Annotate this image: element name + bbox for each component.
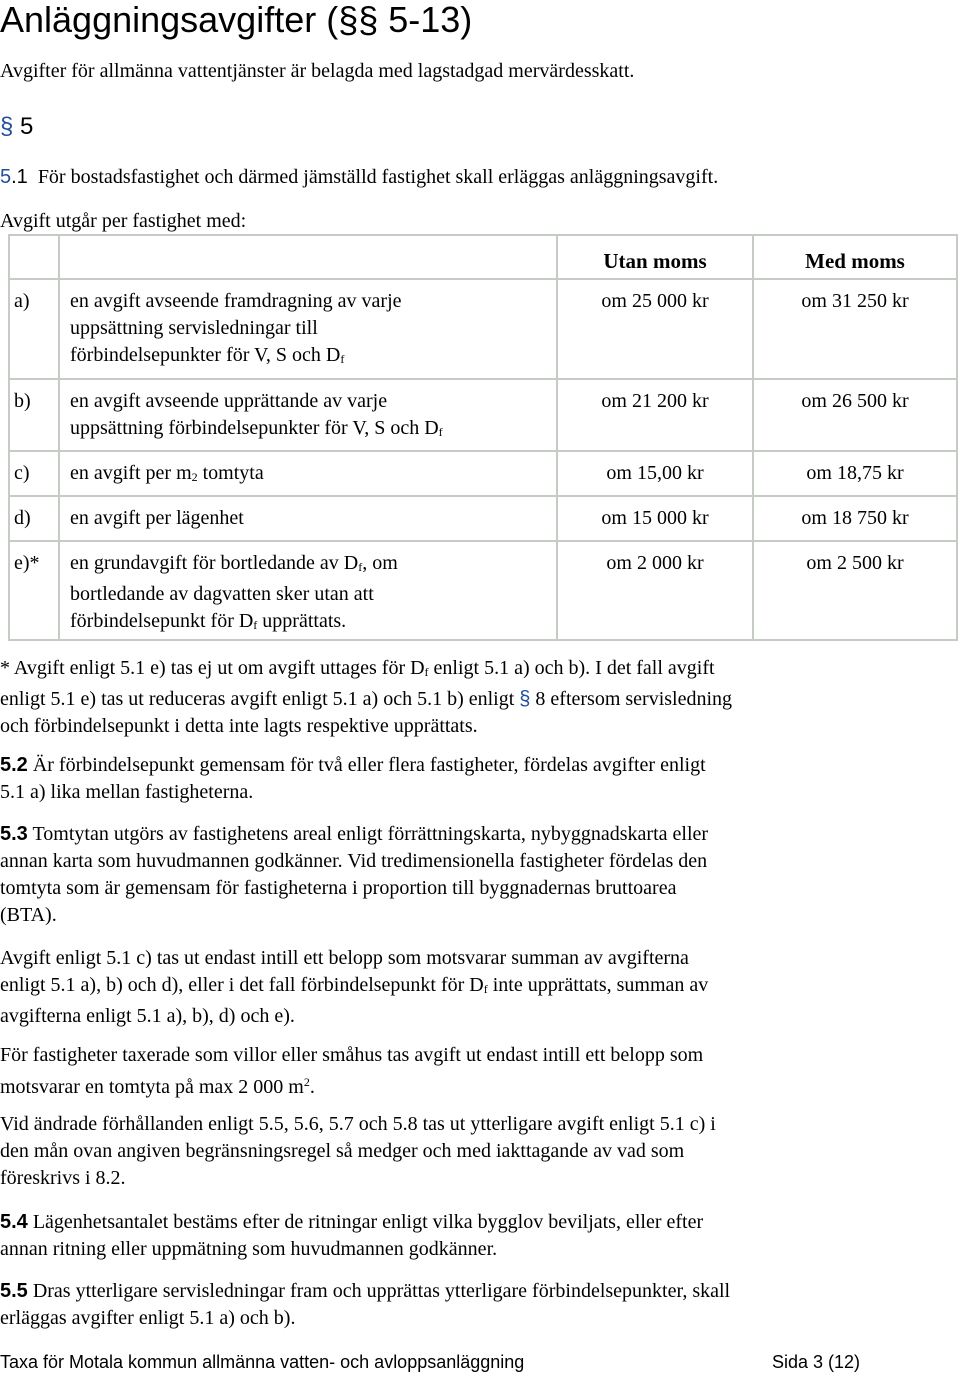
paragraph-number: 5.3 (0, 823, 28, 845)
footnote (0, 655, 732, 740)
price-with-vat: om 2 500 kr (753, 541, 957, 640)
paragraph-line: enligt 5.1 a), b) och d), eller i det fall förbindelsepunkt för D (0, 974, 484, 996)
paragraph-text: För bostadsfastighet och därmed jämställd fastighet skall erläggas anläggningsavgift. (37, 166, 719, 188)
paragraph-number-suffix: .1 (11, 166, 28, 188)
paragraph-line: Tomtytan utgörs av fastighetens areal enligt förrättningskarta, nybyggnadskarta eller (27, 823, 709, 845)
desc-line: förbindelsepunkt för D (70, 610, 254, 632)
paragraph-line: Vid ändrade förhållanden enligt 5.5, 5.6, 5.7 och 5.8 tas ut ytterligare avgift enligt 5.1 c) i (0, 1113, 716, 1135)
row-description (59, 379, 557, 451)
row-letter: e)* (9, 541, 59, 640)
desc-line: en grundavgift för bortledande av D (70, 552, 359, 574)
desc-line: en avgift avseende framdragning av varje (70, 290, 402, 312)
paragraph-line: annan ritning eller uppmätning som huvudmannen godkänner. (0, 1238, 498, 1260)
row-description (59, 451, 557, 496)
subscript: f (340, 352, 345, 366)
paragraph-line: motsvarar en tomtyta på max 2 000 m (0, 1076, 304, 1098)
desc-line: bortledande av dagvatten sker utan att (70, 583, 374, 605)
page-footer (0, 1352, 860, 1373)
row-description (59, 279, 557, 379)
paragraph-number: 5.5 (0, 1280, 28, 1302)
table-row (9, 541, 957, 640)
paragraph-number: 5.4 (0, 1211, 28, 1233)
paragraph-line: den mån ovan angiven begränsningsregel så medger och med iakttagande av vad som (0, 1140, 685, 1162)
header-empty-cell (9, 235, 59, 279)
paragraph-5-4 (0, 1209, 703, 1263)
footer-document-title: Taxa för Motala kommun allmänna vatten- och avloppsanläggning (0, 1352, 525, 1372)
paragraph-line: Dras ytterligare servisledningar fram och upprättas ytterligare förbindelsepunkter, skall (27, 1280, 731, 1302)
subscript: f (438, 425, 443, 439)
row-letter: d) (9, 496, 59, 541)
paragraph-symbol: § (519, 688, 531, 710)
price-with-vat: om 31 250 kr (753, 279, 957, 379)
section-number: 5 (20, 113, 34, 140)
paragraph-line: Avgift enligt 5.1 c) tas ut endast intill ett belopp som motsvarar summan av avgifterna (0, 947, 689, 969)
paragraph-line: annan karta som huvudmannen godkänner. Vid tredimensionella fastigheter fördelas den (0, 850, 708, 872)
subscript: f (253, 618, 258, 632)
desc-line: uppsättning servisledningar till (70, 317, 318, 339)
footnote-line: 8 eftersom servisledning (530, 688, 733, 710)
column-header-utan-moms: Utan moms (557, 235, 753, 279)
paragraph-line: tomtyta som är gemensam för fastigheterna i proportion till byggnadernas bruttoarea (0, 877, 677, 899)
paragraph-line: avgifterna enligt 5.1 a), b), d) och e). (0, 1005, 295, 1027)
paragraph-symbol: § (0, 113, 14, 140)
column-header-med-moms: Med moms (753, 235, 957, 279)
desc-line: upprättats. (257, 610, 347, 632)
price-without-vat: om 2 000 kr (557, 541, 753, 640)
desc-line: en avgift per lägenhet (70, 507, 244, 529)
paragraph-line: inte upprättats, summan av (487, 974, 709, 996)
price-with-vat: om 26 500 kr (753, 379, 957, 451)
price-without-vat: om 15 000 kr (557, 496, 753, 541)
desc-line: en avgift avseende upprättande av varje (70, 390, 388, 412)
footnote-line: enligt 5.1 a) och b). I det fall avgift (428, 657, 715, 679)
footer-page-number: Sida 3 (12) (771, 1352, 860, 1372)
desc-line: , om (362, 552, 398, 574)
desc-line: förbindelsepunkter för V, S och D (70, 344, 341, 366)
paragraph-line: (BTA). (0, 904, 57, 926)
desc-line: uppsättning förbindelsepunkter för V, S och D (70, 417, 439, 439)
footnote-line: enligt 5.1 e) tas ut reduceras avgift enligt 5.1 a) och 5.1 b) enligt (0, 688, 520, 710)
header-empty-cell (59, 235, 557, 279)
row-letter: b) (9, 379, 59, 451)
paragraph-5-3-avgift (0, 945, 708, 1030)
paragraph-line: 5.1 a) lika mellan fastigheterna. (0, 781, 254, 803)
price-with-vat: om 18,75 kr (753, 451, 957, 496)
paragraph-5-1 (0, 166, 718, 189)
superscript: 2 (303, 1075, 310, 1089)
paragraph-5-3-andrade (0, 1111, 716, 1192)
row-description (59, 496, 557, 541)
per-fastighet-text: Avgift utgår per fastighet med: (0, 210, 247, 232)
paragraph-line: Är förbindelsepunkt gemensam för två eller flera fastigheter, fördelas avgifter enligt (27, 754, 706, 776)
page-title: Anläggningsavgifter (§§ 5-13) (0, 0, 473, 40)
table-row (9, 496, 957, 541)
paragraph-5-2 (0, 752, 706, 806)
paragraph-line: . (309, 1076, 315, 1098)
subscript: 2 (191, 470, 198, 484)
paragraph-5-3 (0, 821, 708, 929)
row-letter: c) (9, 451, 59, 496)
footnote-line: och förbindelsepunkt i detta inte lagts respektive upprättats. (0, 715, 478, 737)
subscript: f (358, 560, 363, 574)
price-without-vat: om 21 200 kr (557, 379, 753, 451)
paragraph-5-5 (0, 1278, 730, 1332)
paragraph-line: föreskrivs i 8.2. (0, 1167, 126, 1189)
fee-table (8, 234, 958, 641)
paragraph-line: För fastigheter taxerade som villor eller småhus tas avgift ut endast intill ett belopp som (0, 1044, 704, 1066)
price-without-vat: om 15,00 kr (557, 451, 753, 496)
intro-text: Avgifter för allmänna vattentjänster är belagda med lagstadgad mervärdesskatt. (0, 60, 635, 82)
row-letter: a) (9, 279, 59, 379)
price-without-vat: om 25 000 kr (557, 279, 753, 379)
subscript: f (424, 665, 429, 679)
price-with-vat: om 18 750 kr (753, 496, 957, 541)
paragraph-number-5: 5 (0, 166, 12, 188)
table-row (9, 451, 957, 496)
table-row (9, 279, 957, 379)
paragraph-line: erläggas avgifter enligt 5.1 a) och b). (0, 1307, 296, 1329)
row-description (59, 541, 557, 640)
paragraph-line: Lägenhetsantalet bestäms efter de ritningar enligt vilka bygglov beviljats, eller efter (27, 1211, 704, 1233)
section-heading (0, 112, 33, 142)
table-row (9, 379, 957, 451)
paragraph-5-3-villor (0, 1042, 703, 1101)
desc-line: en avgift per m (70, 462, 192, 484)
desc-line: tomtyta (197, 462, 264, 484)
subscript: f (483, 982, 488, 996)
footnote-line: * Avgift enligt 5.1 e) tas ej ut om avgift uttages för D (0, 657, 425, 679)
table-header-row (9, 235, 957, 279)
paragraph-number: 5.2 (0, 754, 28, 776)
